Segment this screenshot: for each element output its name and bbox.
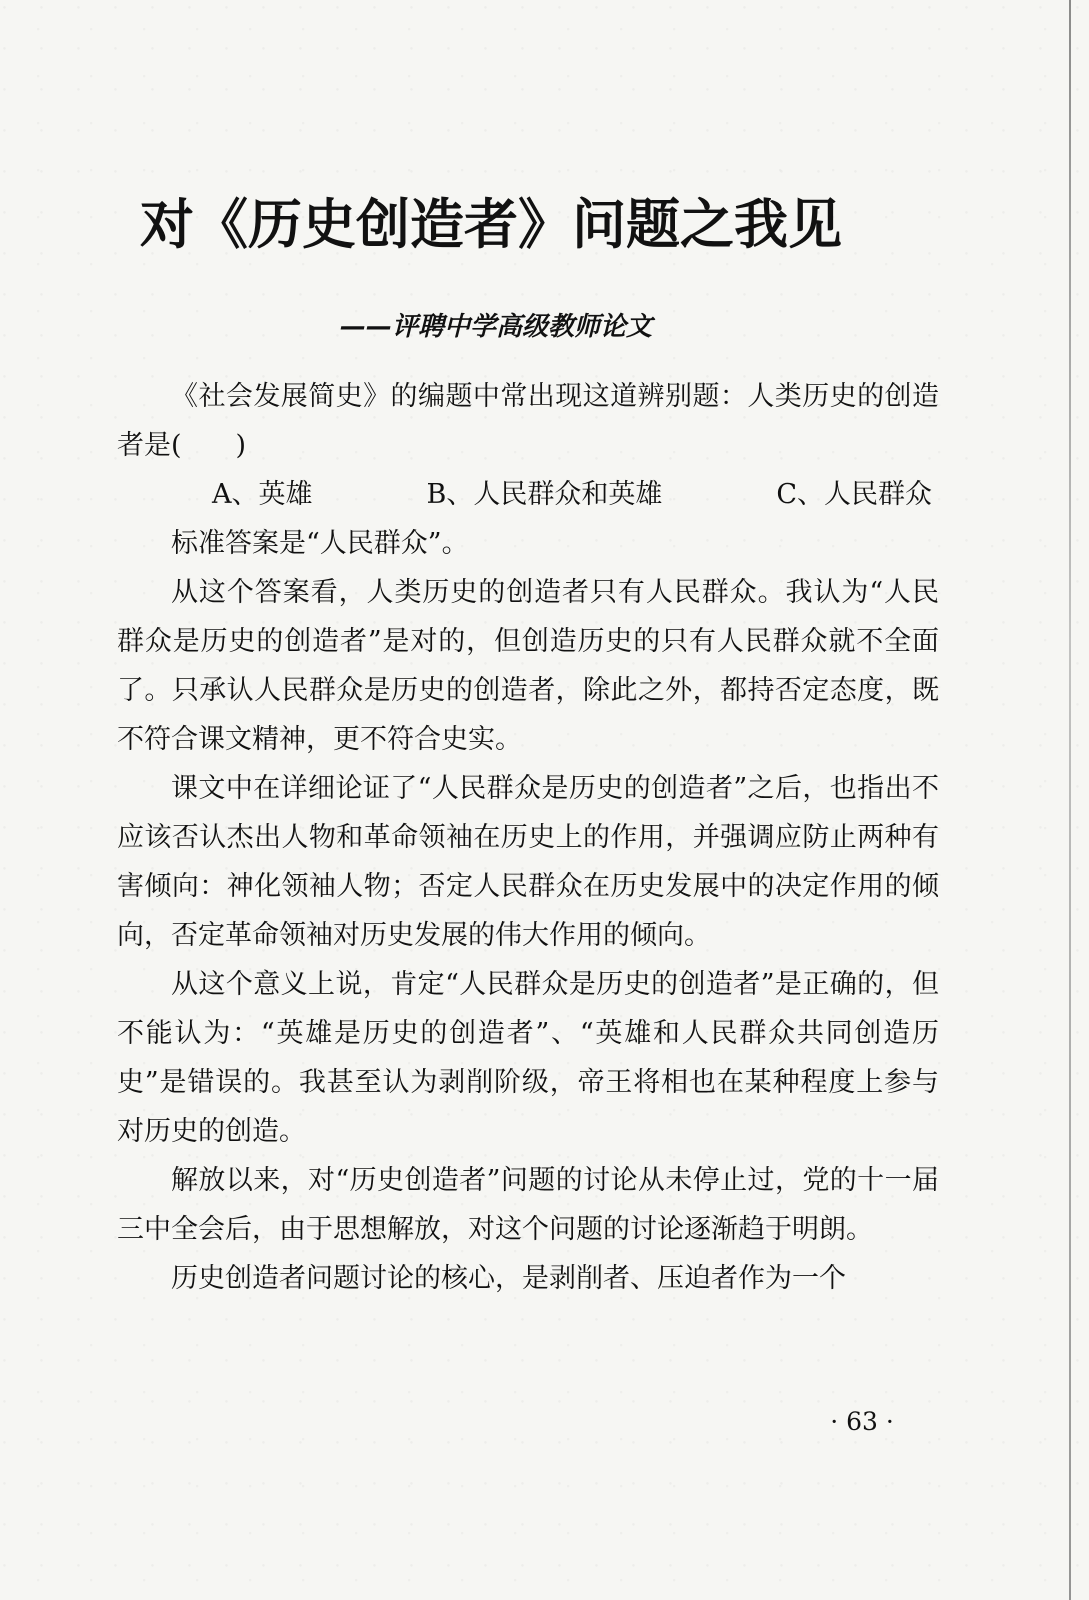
option-c: C、人民群众 [776,479,932,510]
paragraph-core-discussion: 历史创造者问题讨论的核心，是剥削者、压迫者作为一个 [171,1263,846,1294]
option-b: B、人民群众和英雄 [426,479,663,510]
scan-edge [1069,0,1071,1600]
document-title: 对《历史创造者》问题之我见 [140,193,842,256]
option-a: A、英雄 [212,479,313,510]
page-number: · 63 · [830,1407,894,1436]
paragraph-meaning: 从这个意义上说，肯定“人民群众是历史的创造者”是正确的，但不能认为：“英雄是历史的创造者”、“英雄和人民群众共同创造历史”是错误的。我甚至认为剥削阶级，帝王将相也在某种程度上参与对历史的创造。 [117,969,939,1147]
paragraph-history-discussion: 解放以来，对“历史创造者”问题的讨论从未停止过，党的十一届三中全会后，由于思想解放，对这个问题的讨论逐渐趋于明朗。 [117,1165,939,1245]
article-body [117,372,939,1303]
question-intro: 《社会发展简史》的编题中常出现这道辨别题：人类历史的创造者是( ) [117,381,939,461]
paragraph-answer-analysis: 从这个答案看，人类历史的创造者只有人民群众。我认为“人民群众是历史的创造者”是对的，但创造历史的只有人民群众就不全面了。只承认人民群众是历史的创造者，除此之外，都持否定态度，既不符合课文精神，更不符合史实。 [117,577,939,755]
document-subtitle: ——评聘中学高级教师论文 [340,312,653,342]
standard-answer: 标准答案是“人民群众”。 [171,528,469,559]
answer-options [212,470,932,519]
paragraph-textbook-argument: 课文中在详细论证了“人民群众是历史的创造者”之后，也指出不应该否认杰出人物和革命领袖在历史上的作用，并强调应防止两种有害倾向：神化领袖人物；否定人民群众在历史发展中的决定作用的倾向，否定革命领袖对历史发展的伟大作用的倾向。 [117,773,939,951]
